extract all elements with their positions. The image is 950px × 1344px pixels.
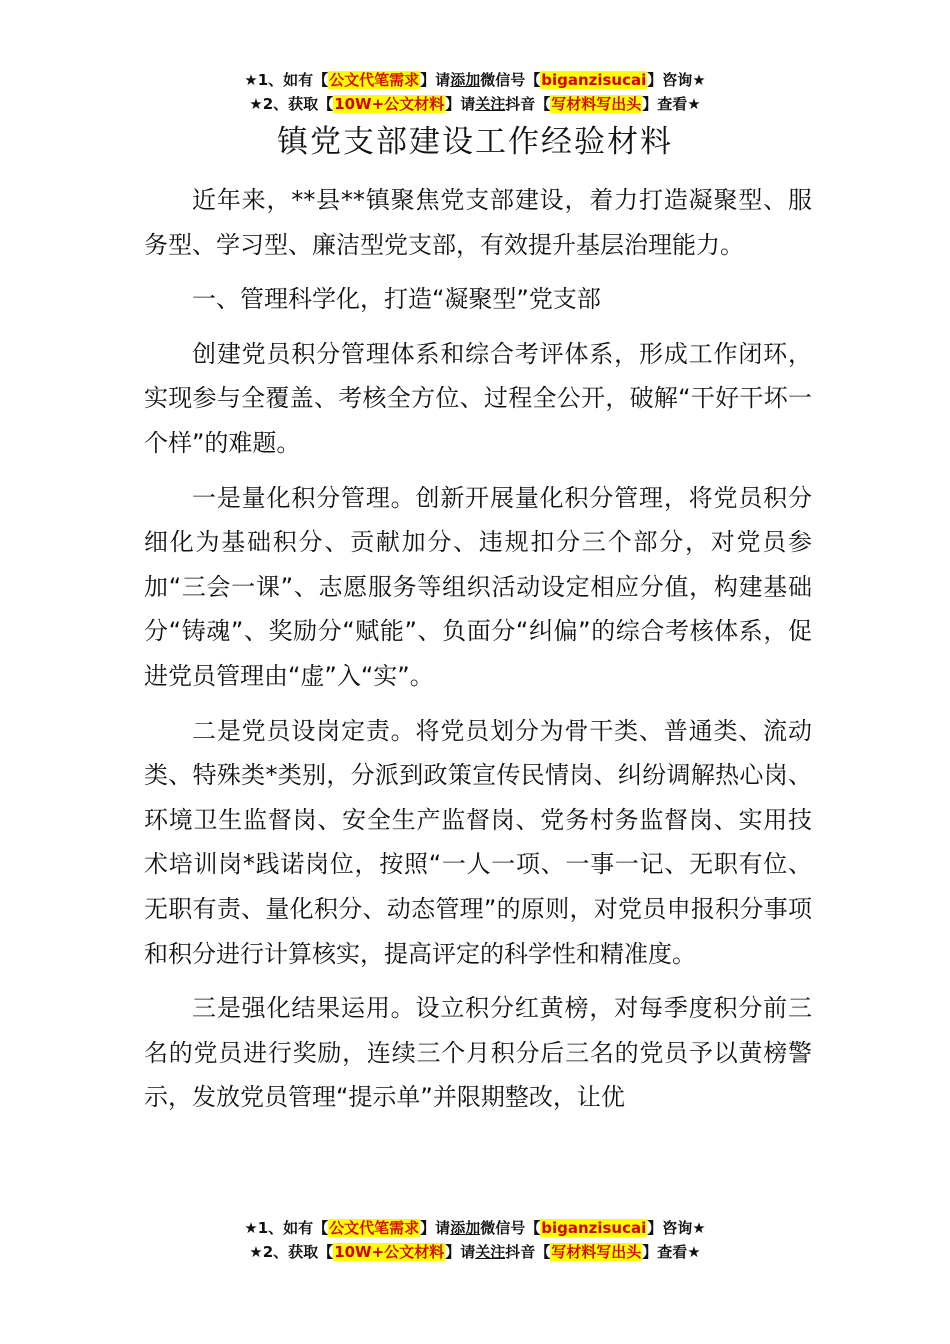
banner-text: ★1、如有【: [244, 71, 329, 89]
banner-highlight: 写材料写出头: [551, 1243, 642, 1261]
banner-text: ★2、获取【: [249, 1243, 334, 1261]
banner-emphasis: 添加: [450, 71, 481, 89]
banner-line-1: [0, 1216, 950, 1240]
banner-text: 】请: [420, 1219, 451, 1237]
paragraph: 二是党员设岗定责。将党员划分为骨干类、普通类、流动类、特殊类*类别，分派到政策宣传民情岗、纠纷调解热心岗、环境卫生监督岗、安全生产监督岗、党务村务监督岗、实用技术培训岗*践诺岗位，按照“一人一项、一事一记、无职有位、无职有责、量化积分、动态管理”的原则，对党员申报积分事项和积分进行计算核实，提高评定的科学性和精准度。: [144, 716, 812, 968]
banner-line-2: [0, 1240, 950, 1264]
paragraph-intro: 近年来，**县**镇聚焦党支部建设，着力打造凝聚型、服务型、学习型、廉洁型党支部，有效提升基层治理能力。: [144, 186, 812, 259]
banner-text: 微信号【: [480, 71, 541, 89]
paragraph: 三是强化结果运用。设立积分红黄榜，对每季度积分前三名的党员进行奖励，连续三个月积分后三名的党员予以黄榜警示，发放党员管理“提示单”并限期整改，让优: [144, 994, 812, 1112]
banner-text: 】查看★: [642, 1243, 701, 1261]
document-body: [144, 178, 812, 1130]
bottom-banner: [0, 1216, 950, 1264]
banner-highlight: biganzisucai: [541, 71, 647, 89]
section-heading: 一、管理科学化，打造“凝聚型”党支部: [192, 285, 601, 314]
banner-emphasis: 添加: [450, 1219, 481, 1237]
banner-text: 】请: [445, 95, 476, 113]
paragraph: 一是量化积分管理。创新开展量化积分管理，将党员积分细化为基础积分、贡献加分、违规扣分三个部分，对党员参加“三会一课”、志愿服务等组织活动设定相应分值，构建基础分“铸魂”、奖励分“赋能”、负面分“纠偏”的综合考核体系，促进党员管理由“虚”入“实”。: [144, 483, 812, 690]
banner-line-1: [0, 68, 950, 92]
banner-text: 】请: [420, 71, 451, 89]
banner-text: ★1、如有【: [244, 1219, 329, 1237]
banner-highlight: 10W+公文材料: [334, 95, 445, 113]
banner-text: ★2、获取【: [249, 95, 334, 113]
banner-highlight: 10W+公文材料: [334, 1243, 445, 1261]
banner-highlight: 公文代笔需求: [329, 71, 420, 89]
banner-text: 】查看★: [642, 95, 701, 113]
banner-text: 】咨询★: [647, 71, 706, 89]
banner-text: 微信号【: [480, 1219, 541, 1237]
banner-highlight: 写材料写出头: [551, 95, 642, 113]
banner-line-2: [0, 92, 950, 116]
banner-highlight: 公文代笔需求: [329, 1219, 420, 1237]
paragraph: 创建党员积分管理体系和综合考评体系，形成工作闭环，实现参与全覆盖、考核全方位、过程全公开，破解“干好干坏一个样”的难题。: [144, 339, 812, 457]
banner-text: 抖音【: [505, 1243, 551, 1261]
banner-highlight: biganzisucai: [541, 1219, 647, 1237]
top-banner: [0, 68, 950, 116]
banner-emphasis: 关注: [475, 95, 506, 113]
banner-text: 】咨询★: [647, 1219, 706, 1237]
banner-text: 】请: [445, 1243, 476, 1261]
document-title: 镇党支部建设工作经验材料: [277, 124, 673, 160]
banner-emphasis: 关注: [475, 1243, 506, 1261]
banner-text: 抖音【: [505, 95, 551, 113]
